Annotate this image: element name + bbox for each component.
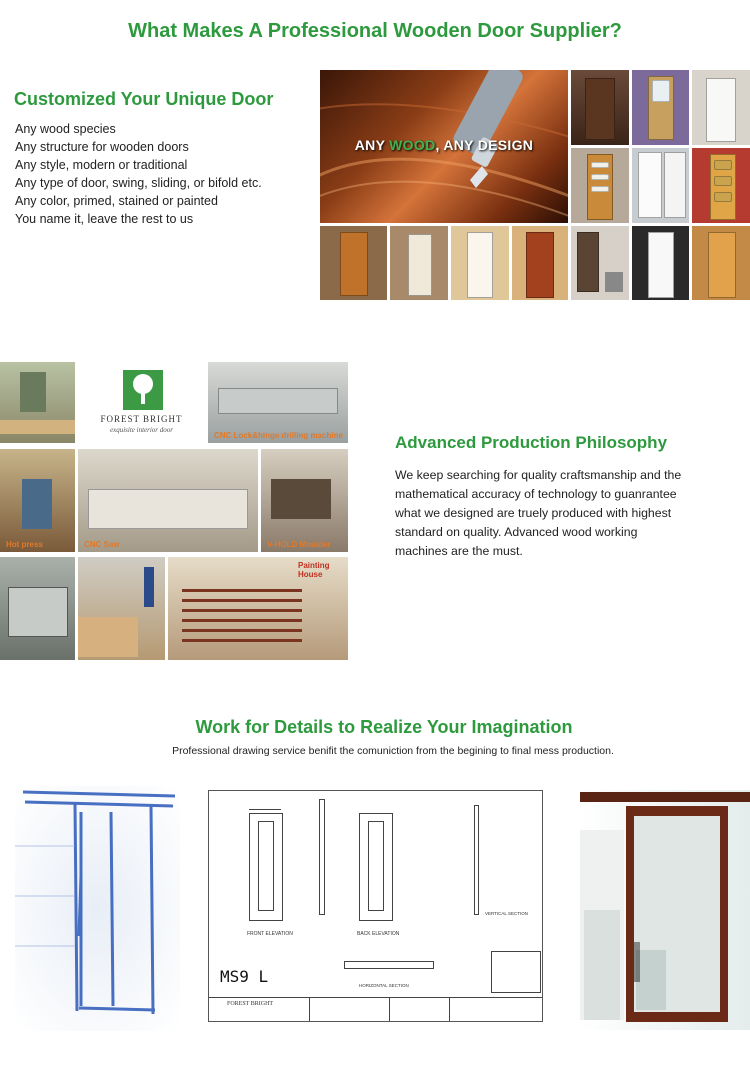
technical-drawing: FRONT ELEVATION BACK ELEVATION VERTICAL SECTION HORIZONTAL SECTION MS9 L FOREST BRIGHT: [208, 790, 543, 1022]
list-item: Any style, modern or traditional: [15, 158, 188, 172]
factory-photo: [0, 362, 75, 443]
door-thumbnail: [632, 226, 689, 300]
production-paragraph: We keep searching for quality craftsmanship and the mathematical accuracy of technology to guanrantee what we designed are truely produced with highest standard on quality. Advanced wood working machines are the must.: [395, 468, 682, 558]
details-heading: Work for Details to Realize Your Imagination: [195, 717, 573, 737]
factory-photo: CNC Lock&hinge drilling machine: [208, 362, 348, 443]
door-thumbnail: [692, 70, 750, 145]
door-thumbnail: [451, 226, 509, 300]
door-thumbnail: [512, 226, 568, 300]
factory-photo: [0, 557, 75, 660]
list-item: Any type of door, swing, sliding, or bifold etc.: [15, 176, 262, 190]
door-thumbnail: [692, 148, 750, 223]
hero-caption: ANY WOOD, ANY DESIGN: [354, 137, 534, 153]
list-item: Any color, primed, stained or painted: [15, 194, 218, 208]
door-thumbnail: [320, 226, 387, 300]
any-wood-hero-image: [320, 70, 568, 223]
customization-list: [15, 120, 262, 228]
model-number: MS9 L: [220, 967, 269, 986]
forest-bright-logo: FOREST BRIGHT exquisite interior door: [78, 362, 205, 443]
door-thumbnail: [692, 226, 750, 300]
factory-photo: Painting House: [168, 557, 348, 660]
door-thumbnail: [571, 70, 629, 145]
door-thumbnail: [390, 226, 448, 300]
door-sketch-image: [15, 786, 180, 1031]
production-philosophy-heading: Advanced Production Philosophy: [395, 433, 668, 452]
page-title: What Makes A Professional Wooden Door Supplier?: [128, 20, 622, 42]
door-thumbnail: [632, 70, 689, 145]
glass-sliding-door-image: [580, 790, 750, 1030]
factory-photo: Hot press: [0, 449, 75, 552]
door-thumbnail: [571, 148, 629, 223]
customized-door-heading: Customized Your Unique Door: [14, 89, 274, 109]
door-thumbnail: [571, 226, 629, 300]
door-thumbnail: [632, 148, 689, 223]
list-item: Any wood species: [15, 122, 116, 136]
details-subtitle: Professional drawing service benifit the comuniction from the begining to final mess production.: [172, 745, 614, 757]
list-item: Any structure for wooden doors: [15, 140, 189, 154]
drawing-brand: FOREST BRIGHT: [227, 1001, 274, 1007]
tree-icon: [123, 370, 163, 410]
list-item: You name it, leave the rest to us: [15, 212, 194, 226]
factory-photo: [78, 557, 165, 660]
factory-photo: CNC Saw: [78, 449, 258, 552]
factory-photo: V-HOLD Moulder: [261, 449, 348, 552]
